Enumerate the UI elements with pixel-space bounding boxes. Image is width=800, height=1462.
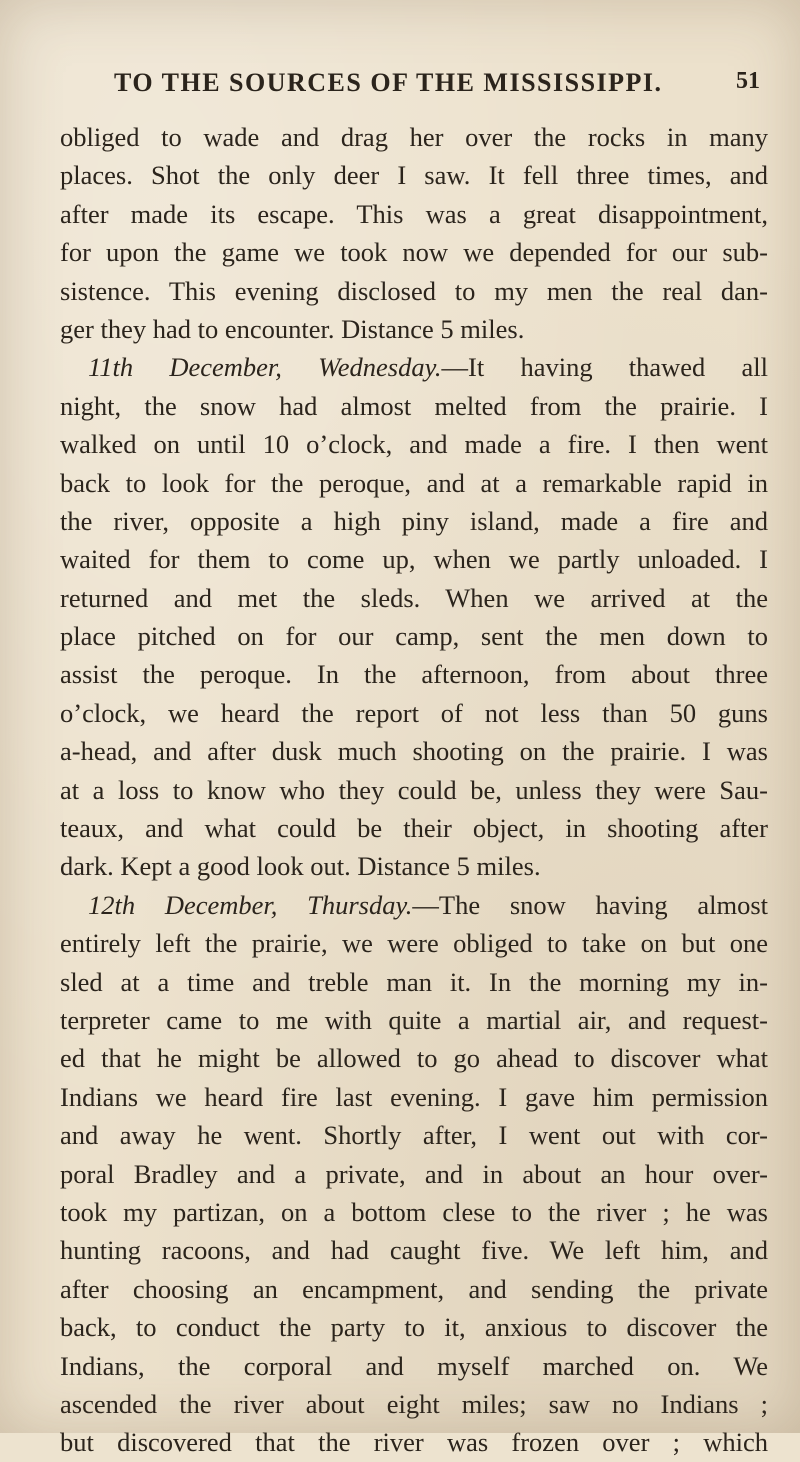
text-line bbox=[60, 655, 768, 693]
text-line bbox=[60, 579, 768, 617]
line-text: assist the peroque. In the afternoon, from about three bbox=[60, 659, 768, 690]
line-text: sistence. This evening disclosed to my men the real dan- bbox=[60, 275, 768, 306]
body-text bbox=[60, 118, 768, 1462]
text-line bbox=[60, 425, 768, 463]
line-text: took my partizan, on a bottom clese to the river ; he was bbox=[60, 1196, 768, 1227]
entry-heading-line bbox=[60, 886, 768, 924]
text-line bbox=[60, 1347, 768, 1385]
line-text: at a loss to know who they could be, unless they were Sau- bbox=[60, 774, 768, 805]
line-text: after choosing an encampment, and sending the private bbox=[60, 1273, 768, 1304]
text-line bbox=[60, 195, 768, 233]
text-line bbox=[60, 1231, 768, 1269]
line-text: ed that he might be allowed to go ahead to discover what bbox=[60, 1043, 768, 1074]
line-text: sled at a time and treble man it. In the morning my in- bbox=[60, 966, 768, 997]
line-text: dark. Kept a good look out. Distance 5 miles. bbox=[60, 851, 541, 882]
running-title: TO THE SOURCES OF THE MISSISSIPPI. bbox=[114, 68, 663, 97]
line-text: waited for them to come up, when we partly unloaded. I bbox=[60, 544, 768, 575]
text-line bbox=[60, 809, 768, 847]
line-text: ascended the river about eight miles; saw no Indians ; bbox=[60, 1388, 768, 1419]
entry-date: 12th December, Thursday. bbox=[88, 889, 413, 920]
line-text: teaux, and what could be their object, in shooting after bbox=[60, 813, 768, 844]
line-text: Indians, the corporal and myself marched on. We bbox=[60, 1350, 768, 1381]
line-text: Indians we heard fire last evening. I gave him permission bbox=[60, 1081, 768, 1112]
line-text: back, to conduct the party to it, anxious to discover the bbox=[60, 1312, 768, 1343]
text-line bbox=[60, 617, 768, 655]
text-line bbox=[60, 156, 768, 194]
line-text: —The snow having almost bbox=[412, 889, 768, 920]
line-text: place pitched on for our camp, sent the men down to bbox=[60, 621, 768, 652]
line-text: but discovered that the river was frozen over ; which bbox=[60, 1427, 768, 1458]
line-text: back to look for the peroque, and at a remarkable rapid in bbox=[60, 467, 768, 498]
text-line bbox=[60, 1078, 768, 1116]
text-line bbox=[60, 694, 768, 732]
line-text: entirely left the prairie, we were obliged to take on but one bbox=[60, 928, 768, 959]
text-line bbox=[60, 272, 768, 310]
text-line bbox=[60, 924, 768, 962]
line-text: returned and met the sleds. When we arrived at the bbox=[60, 582, 768, 613]
text-line bbox=[60, 1193, 768, 1231]
line-text: —It having thawed all bbox=[441, 352, 768, 383]
line-text: ger they had to encounter. Distance 5 miles. bbox=[60, 313, 525, 344]
line-text: terpreter came to me with quite a martial air, and request- bbox=[60, 1004, 768, 1035]
text-line bbox=[60, 387, 768, 425]
text-line bbox=[60, 464, 768, 502]
text-line bbox=[60, 963, 768, 1001]
text-line bbox=[60, 502, 768, 540]
text-line bbox=[60, 847, 768, 885]
line-text: poral Bradley and a private, and in about an hour over- bbox=[60, 1158, 768, 1189]
text-line bbox=[60, 1423, 768, 1461]
text-line bbox=[60, 233, 768, 271]
line-text: obliged to wade and drag her over the rocks in many bbox=[60, 122, 768, 152]
page-number: 51 bbox=[736, 68, 760, 94]
line-text: hunting racoons, and had caught five. We left him, and bbox=[60, 1235, 768, 1266]
text-line bbox=[60, 1270, 768, 1308]
page-header bbox=[60, 68, 760, 108]
line-text: the river, opposite a high piny island, made a fire and bbox=[60, 505, 768, 536]
text-line bbox=[60, 1308, 768, 1346]
entry-heading-line bbox=[60, 348, 768, 386]
text-line bbox=[60, 310, 768, 348]
line-text: o’clock, we heard the report of not less than 50 guns bbox=[60, 697, 768, 728]
text-line bbox=[60, 1116, 768, 1154]
line-text: walked on until 10 o’clock, and made a fire. I then went bbox=[60, 429, 768, 460]
line-text: after made its escape. This was a great disappointment, bbox=[60, 198, 768, 229]
text-line bbox=[60, 1155, 768, 1193]
text-line bbox=[60, 1039, 768, 1077]
text-line bbox=[60, 771, 768, 809]
entry-date: 11th December, Wednesday. bbox=[88, 352, 442, 383]
text-line bbox=[60, 732, 768, 770]
line-text: and away he went. Shortly after, I went out with cor- bbox=[60, 1120, 768, 1151]
line-text: a-head, and after dusk much shooting on the prairie. I was bbox=[60, 736, 768, 767]
text-line bbox=[60, 1385, 768, 1423]
text-line bbox=[60, 1001, 768, 1039]
text-line bbox=[60, 540, 768, 578]
text-line bbox=[60, 118, 768, 156]
line-text: for upon the game we took now we depended for our sub- bbox=[60, 237, 768, 268]
line-text: places. Shot the only deer I saw. It fell three times, and bbox=[60, 160, 768, 191]
line-text: night, the snow had almost melted from the prairie. I bbox=[60, 390, 768, 421]
